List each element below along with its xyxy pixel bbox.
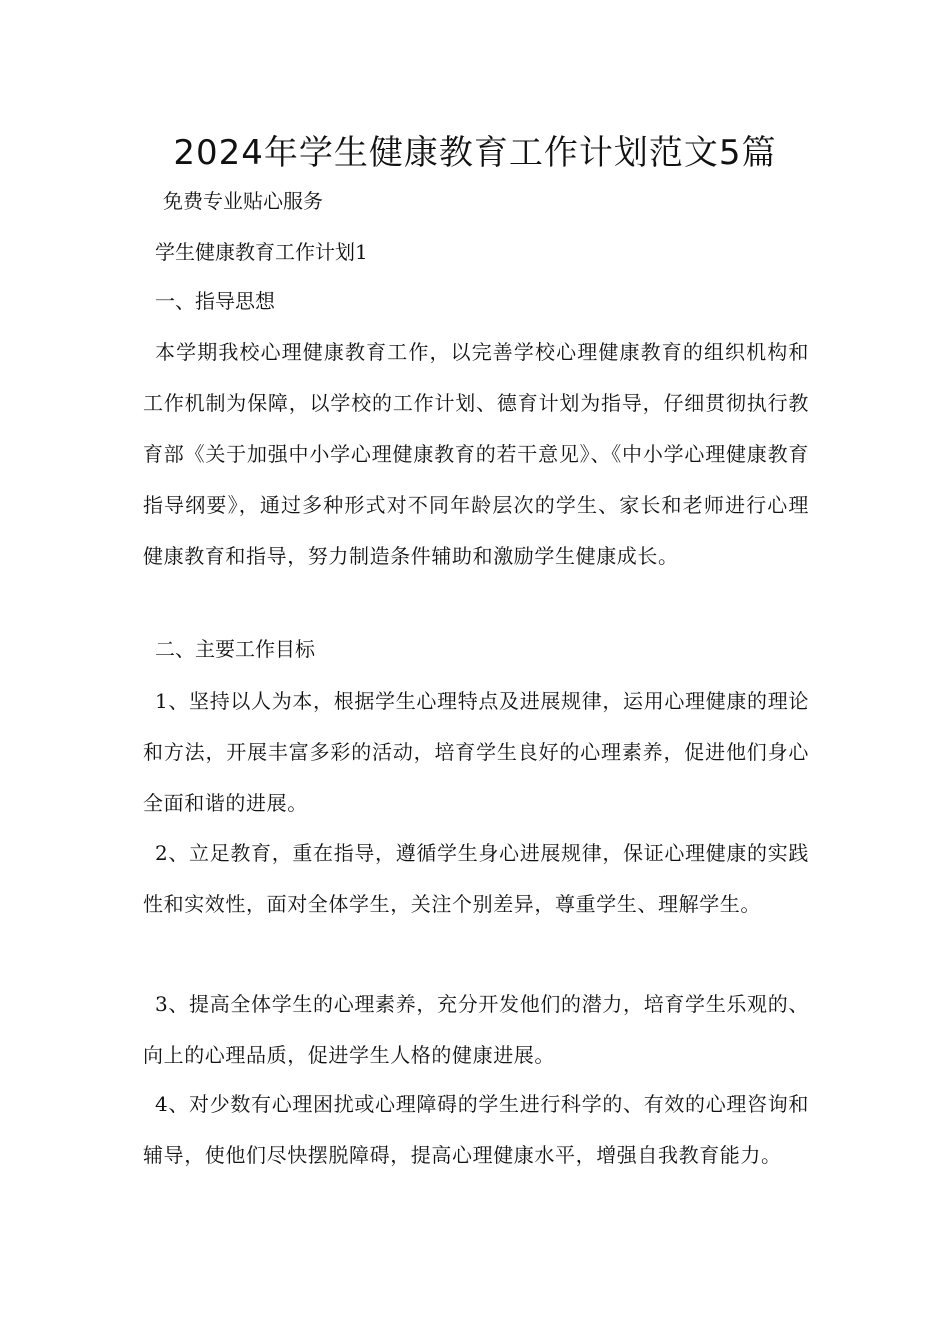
goal-item-1: 1、坚持以人为本，根据学生心理特点及进展规律，运用心理健康的理论和方法，开展丰富多彩的活动，培育学生良好的心理素养，促进他们身心全面和谐的进展。 [143, 689, 809, 815]
subtitle: 免费专业贴心服务 [163, 189, 323, 213]
section-title: 学生健康教育工作计划1 [155, 240, 368, 264]
goal-item-4: 4、对少数有心理困扰或心理障碍的学生进行科学的、有效的心理咨询和辅导，使他们尽快摆脱障碍，提高心理健康水平，增强自我教育能力。 [143, 1092, 809, 1167]
goal-item-2: 2、立足教育，重在指导，遵循学生身心进展规律，保证心理健康的实践性和实效性，面对全体学生，关注个别差异，尊重学生、理解学生。 [143, 841, 809, 916]
document-title: 2024年学生健康教育工作计划范文5篇 [173, 133, 777, 173]
heading-guiding-thought: 一、指导思想 [155, 289, 275, 313]
goal-item-3: 3、提高全体学生的心理素养，充分开发他们的潜力，培育学生乐观的、向上的心理品质，促进学生人格的健康进展。 [143, 992, 809, 1067]
paragraph-guiding-thought: 本学期我校心理健康教育工作，以完善学校心理健康教育的组织机构和工作机制为保障，以学校的工作计划、德育计划为指导，仔细贯彻执行教育部《关于加强中小学心理健康教育的若干意见》、《中小学心理健康教育指导纲要》，通过多种形式对不同年龄层次的学生、家长和老师进行心理健康教育和指导，努力制造条件辅助和激励学生健康成长。 [143, 340, 809, 568]
heading-main-goals: 二、主要工作目标 [155, 637, 315, 661]
